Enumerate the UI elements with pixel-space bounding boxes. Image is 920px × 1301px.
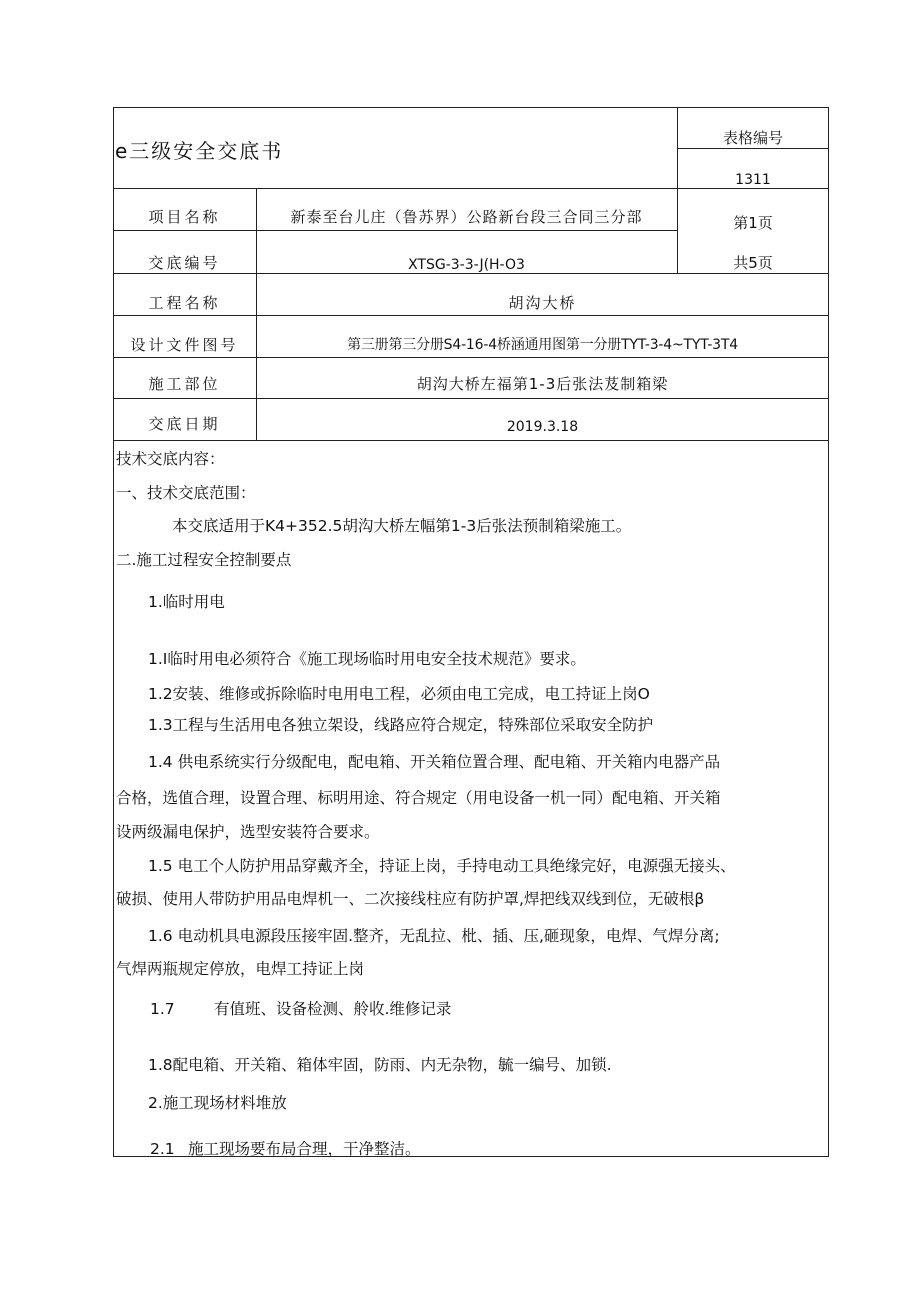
section-2-title: 二.施工过程安全控制要点 — [116, 551, 292, 569]
list-item-line: 气焊两瓶规定停放，电焊工持证上岗 — [116, 960, 365, 978]
list-item-number: 1.7 — [150, 1000, 175, 1018]
location-value: 胡沟大桥左福第1-3后张法芨制箱梁 — [416, 375, 669, 393]
row-divider-4 — [113, 315, 829, 316]
project-name-value: 新泰至台儿庄（鲁苏界）公路新台段三合同三分部 — [290, 208, 643, 226]
list-item — [116, 991, 826, 1028]
list-item-line: 破损、使用人带防护用品电焊机一、二次接线柱应有防护罩,焊把线双线到位，无破根β — [116, 890, 705, 908]
section-1-body: 本交底适用于K4+352.5胡沟大桥左幅第1-3后张法预制箱梁施工。 — [172, 517, 632, 535]
list-item-text: 有值班、设备检测、舲收.维修记录 — [214, 1000, 452, 1018]
list-item-text: 施工现场要布局合理，干净整洁。 — [188, 1140, 421, 1158]
work-name-value: 胡沟大桥 — [508, 294, 577, 312]
design-doc-value: 第三册第三分册S4-16-4桥涵通用图第一分册TYT-3-4~TYT-3T4 — [347, 337, 738, 353]
list-item-number: 2.1 — [150, 1140, 175, 1158]
document-title: e三级安全交底书 — [115, 139, 284, 163]
section-1-title: 一、技术交底范围： — [116, 484, 256, 502]
location-label: 施工部位 — [148, 375, 221, 393]
content-heading: 技术交底内容： — [116, 450, 225, 468]
list-item-line: 1.6 电动机具电源段压接牢固.整齐，无乱拉、枇、插、压,砸现象，电焊、气焊分离; — [148, 927, 720, 945]
list-item — [116, 1131, 826, 1168]
list-item: 1.I临时用电必须符合《施工现场临时用电安全技术规范》要求。 — [148, 650, 586, 668]
list-item-line: 1.5 电工个人防护用品穿戴齐全，持证上岗，手持电动工具绝缘完好，电源强无接头、 — [148, 857, 736, 875]
total-pages: 共5页 — [733, 254, 773, 272]
page-number: 第1页 — [733, 214, 773, 232]
form-number-label: 表格编号 — [722, 129, 783, 147]
date-value: 2019.3.18 — [506, 419, 579, 435]
list-item-line: 合格，选值合理，设置合理、标明用途、符合规定（用电设备一机一同）配电箱、开关箱 — [116, 789, 721, 807]
work-name-label: 工程名称 — [148, 294, 221, 312]
form-number-value: 1311 — [735, 172, 771, 188]
row-divider-6 — [113, 398, 829, 399]
header-divider-right — [677, 148, 829, 149]
row-divider-5 — [113, 357, 829, 358]
row-divider-2 — [113, 230, 677, 231]
list-item-line: 1.4 供电系统实行分级配电，配电箱、开关箱位置合理、配电箱、开关箱内电器产品 — [148, 753, 721, 771]
project-name-label: 项目名称 — [148, 208, 221, 226]
list-item: 1.3工程与生活用电各独立架设，线路应符合规定，特殊部位采取安全防护 — [148, 716, 654, 734]
design-doc-label: 设计文件图号 — [130, 336, 239, 354]
list-item: 1.2安装、维修或拆除临时电用电工程，必须由电工完成，电工持证上岗O — [148, 685, 650, 703]
disclosure-number-label: 交底编号 — [148, 254, 221, 272]
disclosure-number-value: XTSG-3-3-J(H-O3 — [408, 257, 525, 273]
list-item: 1.8配电箱、开关箱、箱体牢固，防雨、内无杂物，毓一编号、加锁. — [148, 1056, 612, 1074]
list-item-line: 设两级漏电保护，选型安装符合要求。 — [116, 823, 380, 841]
subsection-1-title: 1.临时用电 — [148, 593, 225, 611]
subsection-2-title: 2.施工现场材料堆放 — [148, 1094, 287, 1112]
date-label: 交底日期 — [148, 415, 221, 433]
